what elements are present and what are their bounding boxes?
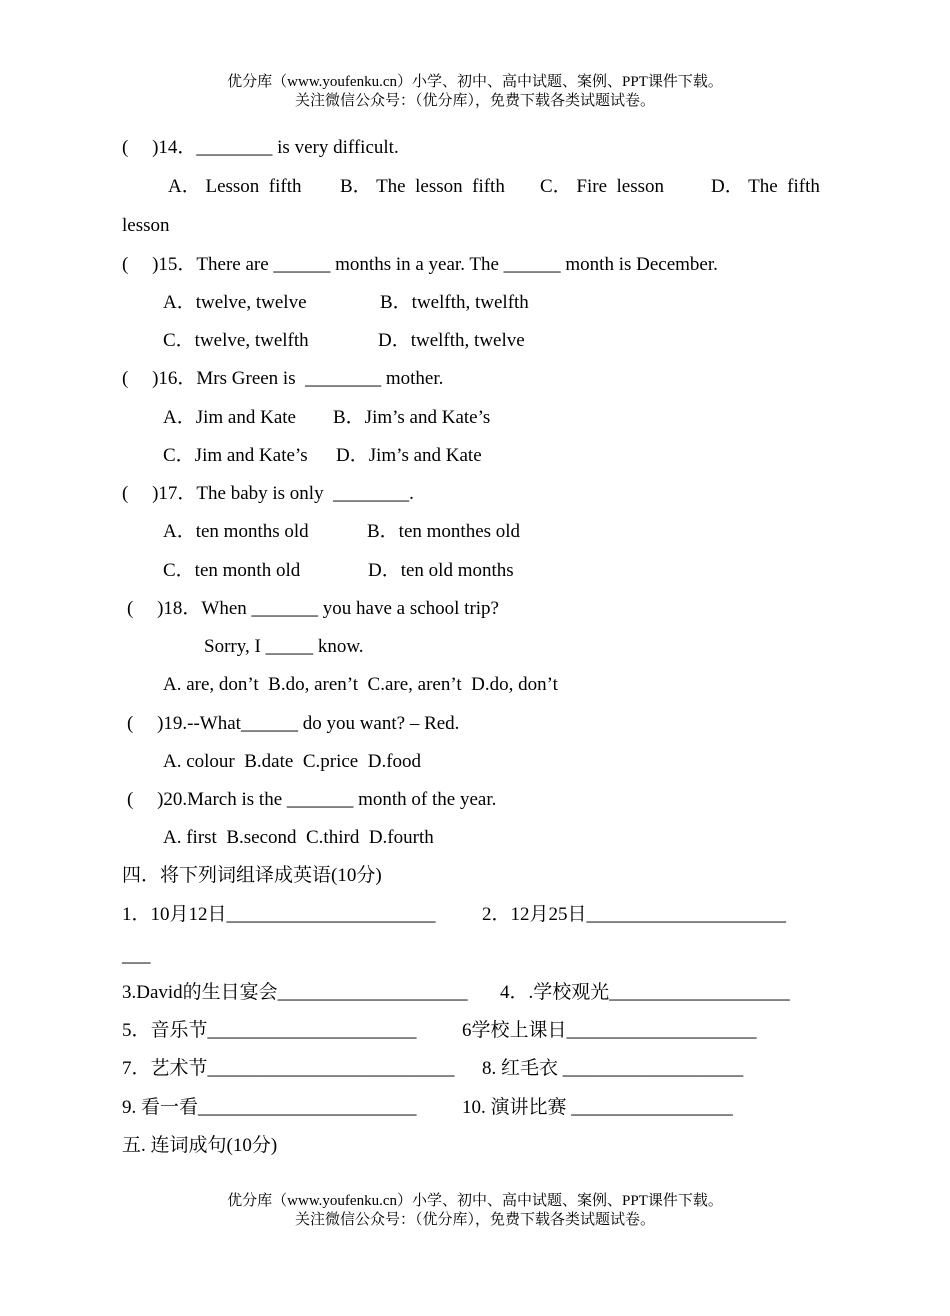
q15-option-c: C．twelve, twelfth [163,330,309,351]
q15-option-d: D．twelfth, twelve [378,330,525,351]
q14-option-c: C． Fire lesson [540,176,665,197]
q14-option-a: A． Lesson fifth [168,176,302,197]
translate-item-3: 3.David的生日宴会____________________ [122,982,468,1003]
translate-item-1: 1．10月12日______________________ [122,904,436,925]
question-18: ( )18．When _______ you have a school trip? [127,598,499,619]
q16-option-d: D．Jim’s and Kate [336,445,482,466]
question-19: ( )19.--What______ do you want? – Red. [127,713,460,734]
q17-option-a: A．ten months old [163,521,309,542]
q18-options: A. are, don’t B.do, aren’t C.are, aren’t D.do, don’t [163,674,558,695]
q15-option-a: A．twelve, twelve [163,292,307,313]
question-16: ( )16．Mrs Green is ________ mother. [122,368,444,389]
footer-line-2: 关注微信公众号：（优分库），免费下载各类试题试卷。 [294,1212,655,1228]
question-17: ( )17．The baby is only ________. [122,483,414,504]
section-4-title: 四．将下列词组译成英语(10分) [122,865,382,886]
q16-option-b: B．Jim’s and Kate’s [333,407,491,428]
q15-option-b: B．twelfth, twelfth [380,292,529,313]
question-15: ( )15．There are ______ months in a year. The ______ month is December. [122,254,718,275]
q17-option-d: D．ten old months [368,560,514,581]
translate-item-5: 5．音乐节______________________ [122,1020,417,1041]
q14-option-d: D． The fifth [711,176,820,197]
translate-item-8: 8. 红毛衣 ___________________ [482,1058,744,1079]
q16-option-a: A．Jim and Kate [163,407,296,428]
q16-option-c: C．Jim and Kate’s [163,445,308,466]
page-header [0,73,950,111]
question-14: ( )14．________ is very difficult. [122,137,399,158]
q20-options: A. first B.second C.third D.fourth [163,827,434,848]
header-line-1: 优分库（www.youfenku.cn）小学、初中、高中试题、案例、PPT课件下载。 [227,74,723,90]
q17-option-b: B．ten monthes old [367,521,521,542]
translate-item-10: 10. 演讲比赛 _________________ [462,1097,733,1118]
question-20: ( )20.March is the _______ month of the year. [127,789,497,810]
q14-option-d-wrap: lesson [122,215,170,236]
q19-options: A. colour B.date C.price D.food [163,751,422,772]
translate-item-2-wrap: ___ [122,945,151,966]
q17-option-c: C．ten month old [163,560,301,581]
q14-option-b: B． The lesson fifth [340,176,505,197]
section-5-title: 五. 连词成句(10分) [122,1135,278,1156]
translate-item-2: 2．12月25日_____________________ [482,904,787,925]
translate-item-7: 7．艺术节__________________________ [122,1058,455,1079]
translate-item-4: 4．.学校观光___________________ [500,982,790,1003]
footer-line-1: 优分库（www.youfenku.cn）小学、初中、高中试题、案例、PPT课件下载。 [227,1193,723,1209]
page-footer [0,1192,950,1230]
header-line-2: 关注微信公众号：（优分库），免费下载各类试题试卷。 [294,93,655,109]
translate-item-6: 6学校上课日____________________ [462,1020,757,1041]
translate-item-9: 9. 看一看_______________________ [122,1097,417,1118]
q18-reply: Sorry, I _____ know. [204,636,364,657]
